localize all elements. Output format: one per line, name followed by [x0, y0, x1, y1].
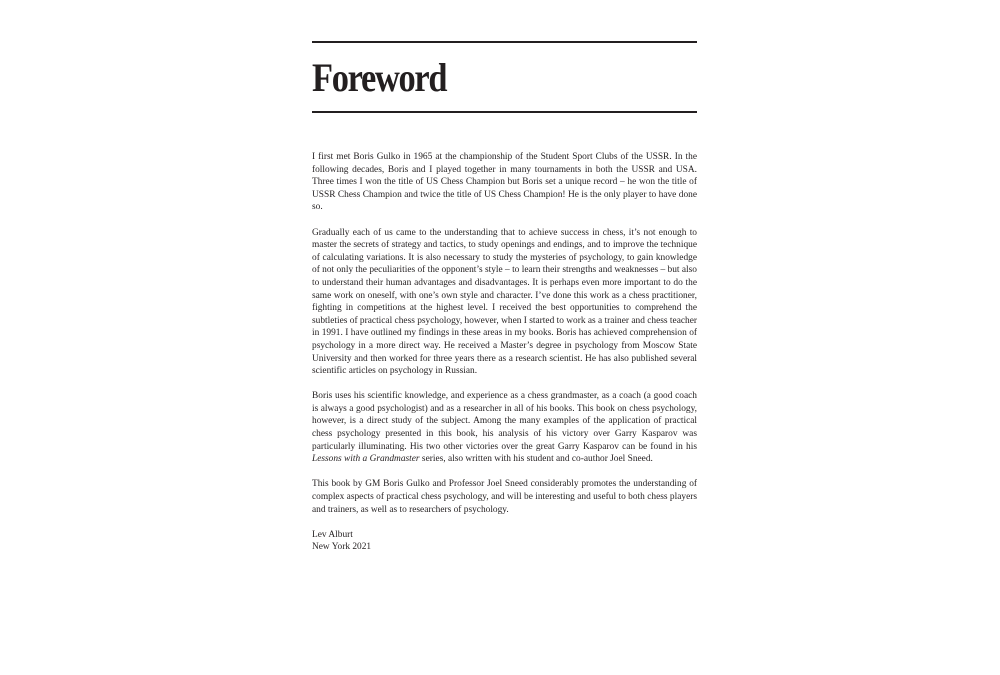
page-title: Foreword [312, 55, 447, 100]
bottom-rule [312, 111, 697, 113]
signature-name: Lev Alburt [312, 529, 353, 540]
foreword-body [312, 151, 697, 554]
paragraph-2: Gradually each of us came to the understanding that to achieve success in chess, it’s not enough to master the secrets of strategy and tactics, to study openings and endings, and to improve the technique of calculating variations. It is also necessary to study the mysteries of psychology, to gain knowledge of not only the peculiarities of the opponent’s style – to learn their strengths and weaknesses – but also to understand their human advantages and disadvantages. It is perhaps even more important to do the same work on oneself, with one’s own style and character. I’ve done this work as a chess practitioner, fighting in competitions at the highest level. I received the best opportunities to comprehend the subtleties of practical chess psychology, however, when I started to work as a trainer and chess teacher in 1991. I have outlined my findings in these areas in my books. Boris has achieved comprehension of psychology in a more direct way. He received a Master’s degree in psychology from Moscow State University and then worked for three years there as a research scientist. He has also published several scientific articles on psychology in Russian. [312, 227, 697, 377]
paragraph-1: I first met Boris Gulko in 1965 at the championship of the Student Sport Clubs of the USSR. In the following decades, Boris and I played together in many tournaments in both the USSR and USA. Three times I won the title of US Chess Champion but Boris set a unique record – he won the title of USSR Chess Champion and twice the title of US Chess Champion! He is the only player to have done so. [312, 152, 697, 213]
paragraph-3-text-a: Boris uses his scientific knowledge, and experience as a chess grandmaster, as a coach (a good coach is always a good psychologist) and as a researcher in all of his books. This book on chess psychology, however, is a direct study of the subject. Among the many examples of the application of practical chess psychology presented in this book, his analysis of his victory over Garry Kasparov was particularly illuminating. His two other victories over the great Garry Kasparov can be found in his [312, 391, 697, 452]
foreword-page [312, 41, 697, 554]
paragraph-3 [312, 390, 697, 466]
book-series-title: Lessons with a Grandmaster [312, 454, 420, 465]
signature-place: New York 2021 [312, 542, 372, 553]
top-rule [312, 41, 697, 43]
paragraph-4: This book by GM Boris Gulko and Professor Joel Sneed considerably promotes the understanding of complex aspects of practical chess psychology, and will be interesting and useful to both chess players and trainers, as well as to researchers of psychology. [312, 479, 697, 515]
paragraph-3-text-b: series, also written with his student and co-author Joel Sneed. [419, 454, 653, 465]
